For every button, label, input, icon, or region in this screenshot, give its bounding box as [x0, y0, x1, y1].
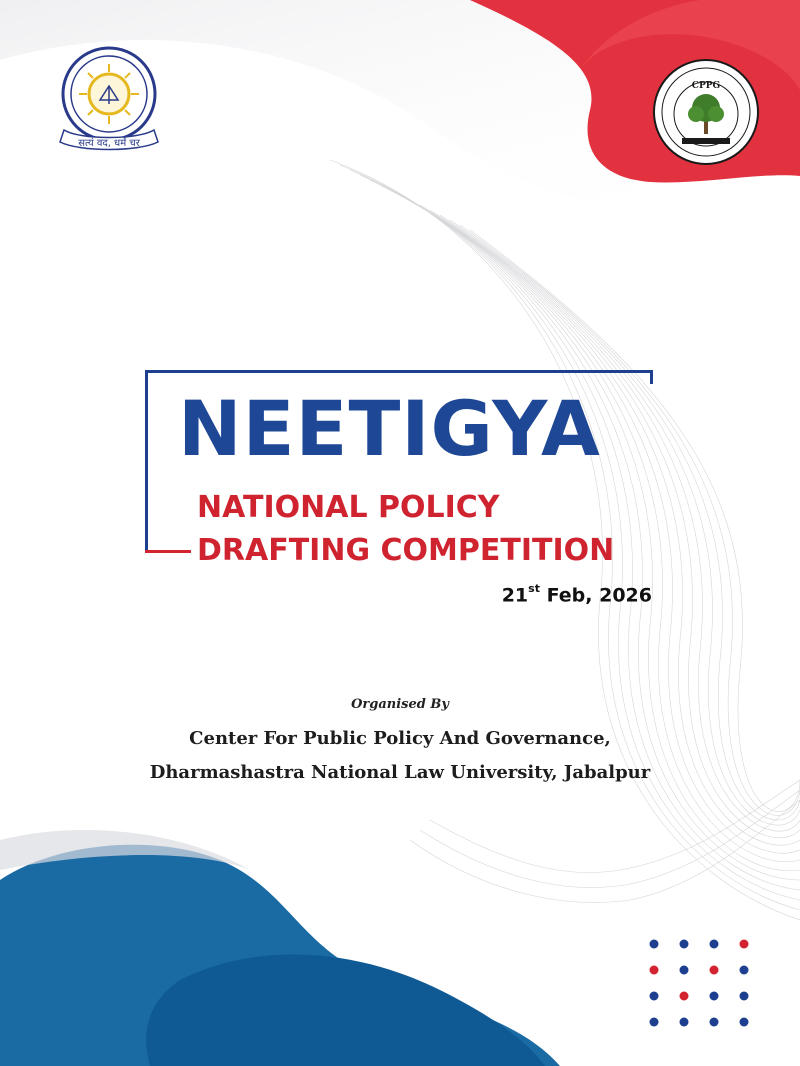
blue-wave-lower	[146, 955, 545, 1066]
frame-top-line	[145, 370, 653, 373]
organised-by-label: Organised By	[351, 697, 449, 712]
dot-row-2	[650, 966, 749, 975]
competition-title: NEETIGYA	[178, 384, 601, 473]
university-seal-icon	[50, 42, 168, 154]
frame-red-accent	[145, 550, 191, 553]
organiser-line2: Dharmashastra National Law University, Jabalpur	[149, 762, 651, 783]
dot-grid-decoration	[644, 934, 764, 1032]
date-suffix: st	[528, 582, 540, 595]
competition-date	[497, 584, 652, 606]
cppg-abbreviation: CPPG	[691, 81, 721, 91]
date-month-year: Feb, 2026	[539, 584, 652, 607]
university-motto: सत्यं वद, धर्मं चर	[78, 138, 140, 149]
date-day: 21	[501, 584, 529, 607]
cppg-logo-icon	[652, 58, 760, 166]
frame-right-line	[650, 370, 653, 384]
frame-left-line	[145, 370, 148, 553]
competition-subtitle-line1: NATIONAL POLICY	[197, 490, 500, 525]
dot-row-4	[650, 1018, 749, 1027]
dot-row-1	[650, 940, 749, 949]
dot-row-3	[650, 992, 749, 1001]
organiser-line1: Center For Public Policy And Governance,	[189, 728, 611, 749]
competition-subtitle-line2: DRAFTING COMPETITION	[197, 533, 615, 568]
